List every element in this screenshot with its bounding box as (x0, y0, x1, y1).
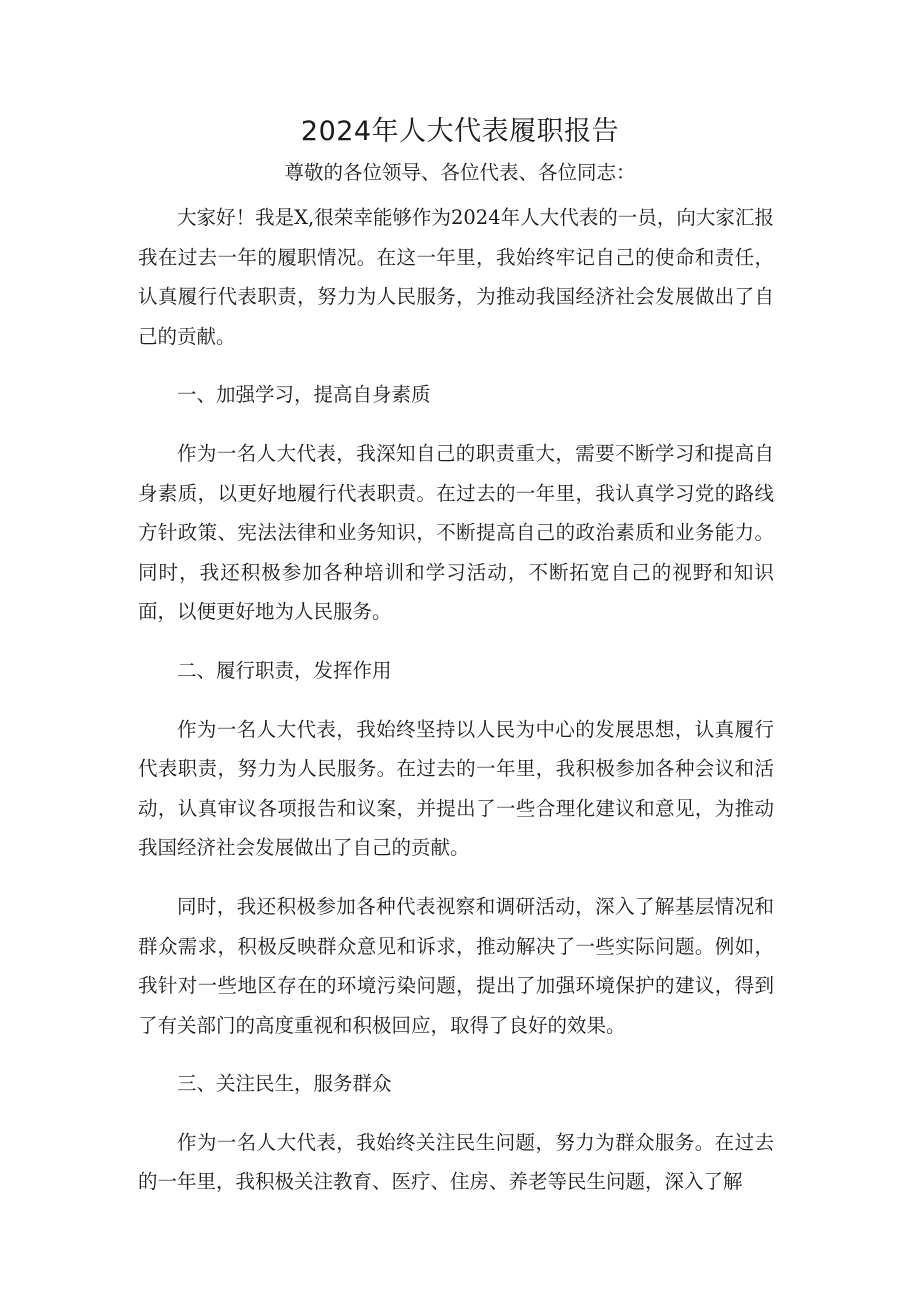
section-paragraph: 作为一名人大代表，我深知自己的职责重大，需要不断学习和提高自身素质，以更好地履行代表职责。在过去的一年里，我认真学习党的路线方针政策、宪法法律和业务知识，不断提高自己的政治素质和业务能力。同时，我还积极参加各种培训和学习活动，不断拓宽自己的视野和知识面，以便更好地为人民服务。 (138, 441, 774, 624)
section-heading: 一、加强学习，提高自身素质 (177, 383, 431, 407)
document-title: 2024年人大代表履职报告 (300, 116, 620, 147)
section-paragraph: 作为一名人大代表，我始终坚持以人民为中心的发展思想，认真履行代表职责，努力为人民服务。在过去的一年里，我积极参加各种会议和活动，认真审议各项报告和议案，并提出了一些合理化建议和意见，为推动我国经济社会发展做出了自己的贡献。 (138, 717, 774, 860)
intro-paragraph: 大家好！我是X,很荣幸能够作为2024年人大代表的一员，向大家汇报我在过去一年的履职情况。在这一年里，我始终牢记自己的使命和责任，认真履行代表职责，努力为人民服务，为推动我国经济社会发展做出了自己的贡献。 (138, 206, 774, 348)
section-heading: 二、履行职责，发挥作用 (177, 658, 392, 682)
salutation: 尊敬的各位领导、各位代表、各位同志： (284, 161, 636, 184)
section-heading: 三、关注民生，服务群众 (177, 1072, 392, 1096)
document-body (138, 198, 774, 1221)
section-paragraph: 作为一名人大代表，我始终关注民生问题，努力为群众服务。在过去的一年里，我积极关注教育、医疗、住房、养老等民生问题，深入了解 (138, 1130, 774, 1194)
section-paragraph: 同时，我还积极参加各种代表视察和调研活动，深入了解基层情况和群众需求，积极反映群众意见和诉求，推动解决了一些实际问题。例如，我针对一些地区存在的环境污染问题，提出了加强环境保护的建议，得到了有关部门的高度重视和积极回应，取得了良好的效果。 (138, 894, 774, 1037)
